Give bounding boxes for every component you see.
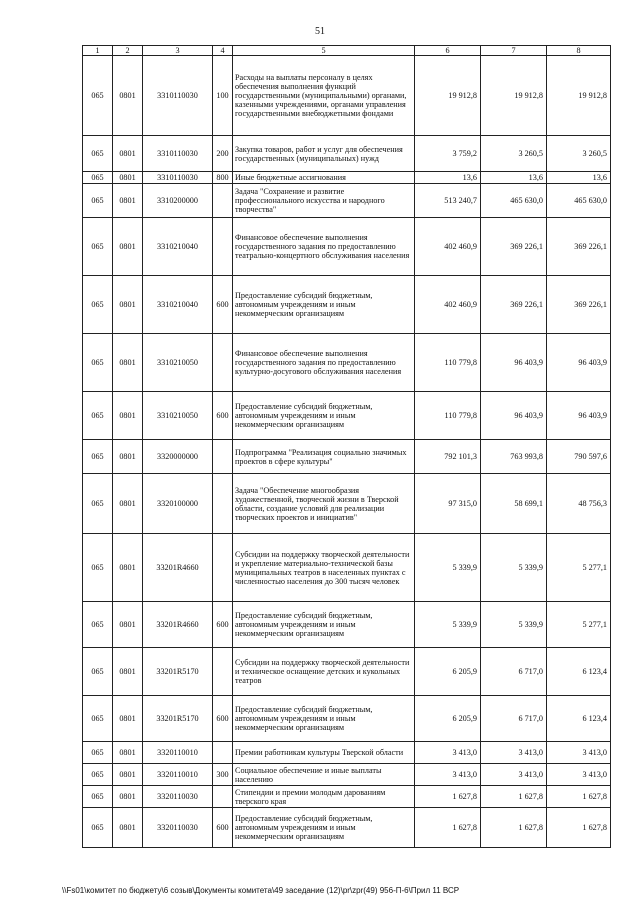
table-cell-c5: Иные бюджетные ассигнования xyxy=(233,172,415,184)
table-cell-c6: 402 460,9 xyxy=(415,276,481,334)
table-cell-c4: 600 xyxy=(213,696,233,742)
table-row xyxy=(83,440,611,474)
table-cell-c2: 0801 xyxy=(113,648,143,696)
table-header-row xyxy=(83,46,611,56)
table-cell-c7: 3 260,5 xyxy=(481,136,547,172)
table-cell-c5: Финансовое обеспечение выполнения государственного задания по предоставлению театрально-концертного обслуживания населения xyxy=(233,218,415,276)
table-cell-c7: 369 226,1 xyxy=(481,218,547,276)
table-cell-c7: 96 403,9 xyxy=(481,392,547,440)
table-row xyxy=(83,648,611,696)
table-cell-c1: 065 xyxy=(83,534,113,602)
table-cell-c8: 465 630,0 xyxy=(547,184,611,218)
table-cell-c7: 6 717,0 xyxy=(481,648,547,696)
table-row xyxy=(83,184,611,218)
table-cell-c1: 065 xyxy=(83,56,113,136)
table-cell-c7: 6 717,0 xyxy=(481,696,547,742)
table-cell-c2: 0801 xyxy=(113,334,143,392)
table-cell-c3: 3310110030 xyxy=(143,56,213,136)
table-cell-c6: 97 315,0 xyxy=(415,474,481,534)
table-cell-c5: Подпрограмма "Реализация социально значимых проектов в сфере культуры" xyxy=(233,440,415,474)
table-cell-c4: 800 xyxy=(213,172,233,184)
table-row xyxy=(83,602,611,648)
table-cell-c4: 600 xyxy=(213,392,233,440)
table-cell-c1: 065 xyxy=(83,696,113,742)
column-header-1: 1 xyxy=(83,46,113,56)
table-cell-c8: 3 413,0 xyxy=(547,764,611,786)
table-cell-c6: 1 627,8 xyxy=(415,786,481,808)
table-row xyxy=(83,218,611,276)
table-row xyxy=(83,136,611,172)
table-cell-c1: 065 xyxy=(83,184,113,218)
table-row xyxy=(83,392,611,440)
table-cell-c7: 1 627,8 xyxy=(481,808,547,848)
table-cell-c3: 3320110030 xyxy=(143,808,213,848)
table-cell-c8: 19 912,8 xyxy=(547,56,611,136)
table-cell-c3: 33201R4660 xyxy=(143,534,213,602)
table-cell-c2: 0801 xyxy=(113,534,143,602)
table-row xyxy=(83,786,611,808)
table-cell-c5: Финансовое обеспечение выполнения государственного задания по предоставлению культурно-досугового обслуживания населения xyxy=(233,334,415,392)
budget-table xyxy=(82,45,611,848)
table-cell-c4 xyxy=(213,648,233,696)
table-cell-c5: Задача "Обеспечение многообразия художественной, творческой жизни в Тверской области, создание условий для реализации творческих проектов и инициатив" xyxy=(233,474,415,534)
table-cell-c8: 369 226,1 xyxy=(547,218,611,276)
table-cell-c3: 3310110030 xyxy=(143,136,213,172)
table-body xyxy=(83,56,611,848)
table-cell-c4: 100 xyxy=(213,56,233,136)
table-cell-c8: 13,6 xyxy=(547,172,611,184)
table-cell-c5: Предоставление субсидий бюджетным, автономным учреждениям и иным некоммерческим организациям xyxy=(233,602,415,648)
table-row xyxy=(83,334,611,392)
table-cell-c2: 0801 xyxy=(113,392,143,440)
table-cell-c3: 3310210040 xyxy=(143,218,213,276)
table-cell-c3: 33201R5170 xyxy=(143,648,213,696)
table-cell-c7: 5 339,9 xyxy=(481,602,547,648)
table-cell-c5: Субсидии на поддержку творческой деятельности и укрепление материально-технической базы муниципальных театров в населенных пунктах с численностью населения до 300 тысяч человек xyxy=(233,534,415,602)
table-cell-c4 xyxy=(213,534,233,602)
table-cell-c2: 0801 xyxy=(113,786,143,808)
table-cell-c8: 6 123,4 xyxy=(547,696,611,742)
table-cell-c8: 790 597,6 xyxy=(547,440,611,474)
table-cell-c4 xyxy=(213,786,233,808)
column-header-7: 7 xyxy=(481,46,547,56)
table-cell-c8: 6 123,4 xyxy=(547,648,611,696)
table-cell-c1: 065 xyxy=(83,764,113,786)
table-cell-c3: 3320100000 xyxy=(143,474,213,534)
table-cell-c5: Задача "Сохранение и развитие профессионального искусства и народного творчества" xyxy=(233,184,415,218)
table-cell-c6: 3 413,0 xyxy=(415,742,481,764)
table-cell-c4 xyxy=(213,440,233,474)
table-cell-c6: 3 759,2 xyxy=(415,136,481,172)
table-cell-c1: 065 xyxy=(83,474,113,534)
table-row xyxy=(83,808,611,848)
table-cell-c1: 065 xyxy=(83,172,113,184)
table-cell-c7: 58 699,1 xyxy=(481,474,547,534)
table-row xyxy=(83,56,611,136)
table-row xyxy=(83,742,611,764)
table-cell-c2: 0801 xyxy=(113,172,143,184)
table-cell-c6: 19 912,8 xyxy=(415,56,481,136)
table-cell-c1: 065 xyxy=(83,334,113,392)
table-cell-c5: Расходы на выплаты персоналу в целях обеспечения выполнения функций государственными (муниципальными) органами, казенными учреждениями, органами управления государственными внебюджетными фондами xyxy=(233,56,415,136)
table-cell-c5: Предоставление субсидий бюджетным, автономным учреждениям и иным некоммерческим организациям xyxy=(233,276,415,334)
table-cell-c7: 465 630,0 xyxy=(481,184,547,218)
table-cell-c5: Стипендии и премии молодым дарованиям тверского края xyxy=(233,786,415,808)
table-cell-c3: 3320110010 xyxy=(143,764,213,786)
table-cell-c4 xyxy=(213,742,233,764)
table-cell-c7: 5 339,9 xyxy=(481,534,547,602)
table-cell-c7: 19 912,8 xyxy=(481,56,547,136)
table-cell-c3: 3310210050 xyxy=(143,392,213,440)
table-row xyxy=(83,474,611,534)
table-cell-c1: 065 xyxy=(83,276,113,334)
table-cell-c6: 792 101,3 xyxy=(415,440,481,474)
column-header-6: 6 xyxy=(415,46,481,56)
table-cell-c5: Закупка товаров, работ и услуг для обеспечения государственных (муниципальных) нужд xyxy=(233,136,415,172)
column-header-4: 4 xyxy=(213,46,233,56)
table-cell-c3: 3320000000 xyxy=(143,440,213,474)
table-cell-c5: Предоставление субсидий бюджетным, автономным учреждениям и иным некоммерческим организациям xyxy=(233,392,415,440)
table-cell-c8: 1 627,8 xyxy=(547,786,611,808)
table-cell-c4: 600 xyxy=(213,808,233,848)
table-cell-c1: 065 xyxy=(83,392,113,440)
table-cell-c1: 065 xyxy=(83,786,113,808)
table-cell-c2: 0801 xyxy=(113,56,143,136)
table-row xyxy=(83,276,611,334)
table-cell-c8: 5 277,1 xyxy=(547,602,611,648)
table-cell-c7: 13,6 xyxy=(481,172,547,184)
table-cell-c2: 0801 xyxy=(113,602,143,648)
table-cell-c3: 33201R5170 xyxy=(143,696,213,742)
table-cell-c7: 763 993,8 xyxy=(481,440,547,474)
table-cell-c6: 513 240,7 xyxy=(415,184,481,218)
table-cell-c3: 3310110030 xyxy=(143,172,213,184)
table-cell-c8: 3 260,5 xyxy=(547,136,611,172)
column-header-5: 5 xyxy=(233,46,415,56)
table-cell-c6: 13,6 xyxy=(415,172,481,184)
table-cell-c1: 065 xyxy=(83,602,113,648)
table-row xyxy=(83,172,611,184)
table-cell-c1: 065 xyxy=(83,648,113,696)
table-cell-c8: 369 226,1 xyxy=(547,276,611,334)
table-cell-c1: 065 xyxy=(83,136,113,172)
table-cell-c7: 369 226,1 xyxy=(481,276,547,334)
table-cell-c8: 3 413,0 xyxy=(547,742,611,764)
table-cell-c6: 402 460,9 xyxy=(415,218,481,276)
table-cell-c3: 3320110010 xyxy=(143,742,213,764)
column-header-3: 3 xyxy=(143,46,213,56)
table-cell-c5: Социальное обеспечение и иные выплаты населению xyxy=(233,764,415,786)
table-cell-c8: 5 277,1 xyxy=(547,534,611,602)
table-cell-c8: 96 403,9 xyxy=(547,334,611,392)
table-cell-c4 xyxy=(213,474,233,534)
table-cell-c8: 96 403,9 xyxy=(547,392,611,440)
table-cell-c7: 96 403,9 xyxy=(481,334,547,392)
table-cell-c6: 1 627,8 xyxy=(415,808,481,848)
table-cell-c4 xyxy=(213,334,233,392)
table-cell-c4 xyxy=(213,184,233,218)
table-cell-c7: 3 413,0 xyxy=(481,742,547,764)
table-cell-c3: 3320110030 xyxy=(143,786,213,808)
table-cell-c3: 33201R4660 xyxy=(143,602,213,648)
table-cell-c1: 065 xyxy=(83,440,113,474)
page-number: 51 xyxy=(315,26,325,37)
table-cell-c2: 0801 xyxy=(113,184,143,218)
table-row xyxy=(83,696,611,742)
table-cell-c2: 0801 xyxy=(113,136,143,172)
table-cell-c8: 1 627,8 xyxy=(547,808,611,848)
table-cell-c6: 110 779,8 xyxy=(415,392,481,440)
table-cell-c6: 6 205,9 xyxy=(415,648,481,696)
table-cell-c5: Субсидии на поддержку творческой деятельности и техническое оснащение детских и кукольных театров xyxy=(233,648,415,696)
table-cell-c5: Премии работникам культуры Тверской области xyxy=(233,742,415,764)
file-path-footer: \\Fs01\комитет по бюджету\6 созыв\Документы комитета\49 заседание (12)\pr\zpr(49) 956-П-6\Прил 11 ВСР xyxy=(62,886,460,895)
table-cell-c2: 0801 xyxy=(113,696,143,742)
table-cell-c6: 110 779,8 xyxy=(415,334,481,392)
table-row xyxy=(83,534,611,602)
table-cell-c4: 200 xyxy=(213,136,233,172)
column-header-2: 2 xyxy=(113,46,143,56)
table-cell-c6: 5 339,9 xyxy=(415,602,481,648)
column-header-8: 8 xyxy=(547,46,611,56)
table-cell-c6: 5 339,9 xyxy=(415,534,481,602)
table-cell-c2: 0801 xyxy=(113,440,143,474)
table-cell-c4 xyxy=(213,218,233,276)
table-cell-c2: 0801 xyxy=(113,218,143,276)
table-cell-c6: 3 413,0 xyxy=(415,764,481,786)
table-cell-c1: 065 xyxy=(83,218,113,276)
table-row xyxy=(83,764,611,786)
table-cell-c5: Предоставление субсидий бюджетным, автономным учреждениям и иным некоммерческим организациям xyxy=(233,808,415,848)
table-cell-c3: 3310210050 xyxy=(143,334,213,392)
table-cell-c4: 300 xyxy=(213,764,233,786)
table-cell-c1: 065 xyxy=(83,742,113,764)
table-cell-c7: 3 413,0 xyxy=(481,764,547,786)
table-cell-c2: 0801 xyxy=(113,808,143,848)
table-cell-c2: 0801 xyxy=(113,764,143,786)
table-cell-c1: 065 xyxy=(83,808,113,848)
table-cell-c2: 0801 xyxy=(113,742,143,764)
table-cell-c6: 6 205,9 xyxy=(415,696,481,742)
table-cell-c5: Предоставление субсидий бюджетным, автономным учреждениям и иным некоммерческим организациям xyxy=(233,696,415,742)
table-cell-c2: 0801 xyxy=(113,474,143,534)
table-cell-c8: 48 756,3 xyxy=(547,474,611,534)
table-cell-c3: 3310200000 xyxy=(143,184,213,218)
table-cell-c4: 600 xyxy=(213,602,233,648)
table-cell-c4: 600 xyxy=(213,276,233,334)
table-cell-c2: 0801 xyxy=(113,276,143,334)
table-cell-c7: 1 627,8 xyxy=(481,786,547,808)
table-cell-c3: 3310210040 xyxy=(143,276,213,334)
